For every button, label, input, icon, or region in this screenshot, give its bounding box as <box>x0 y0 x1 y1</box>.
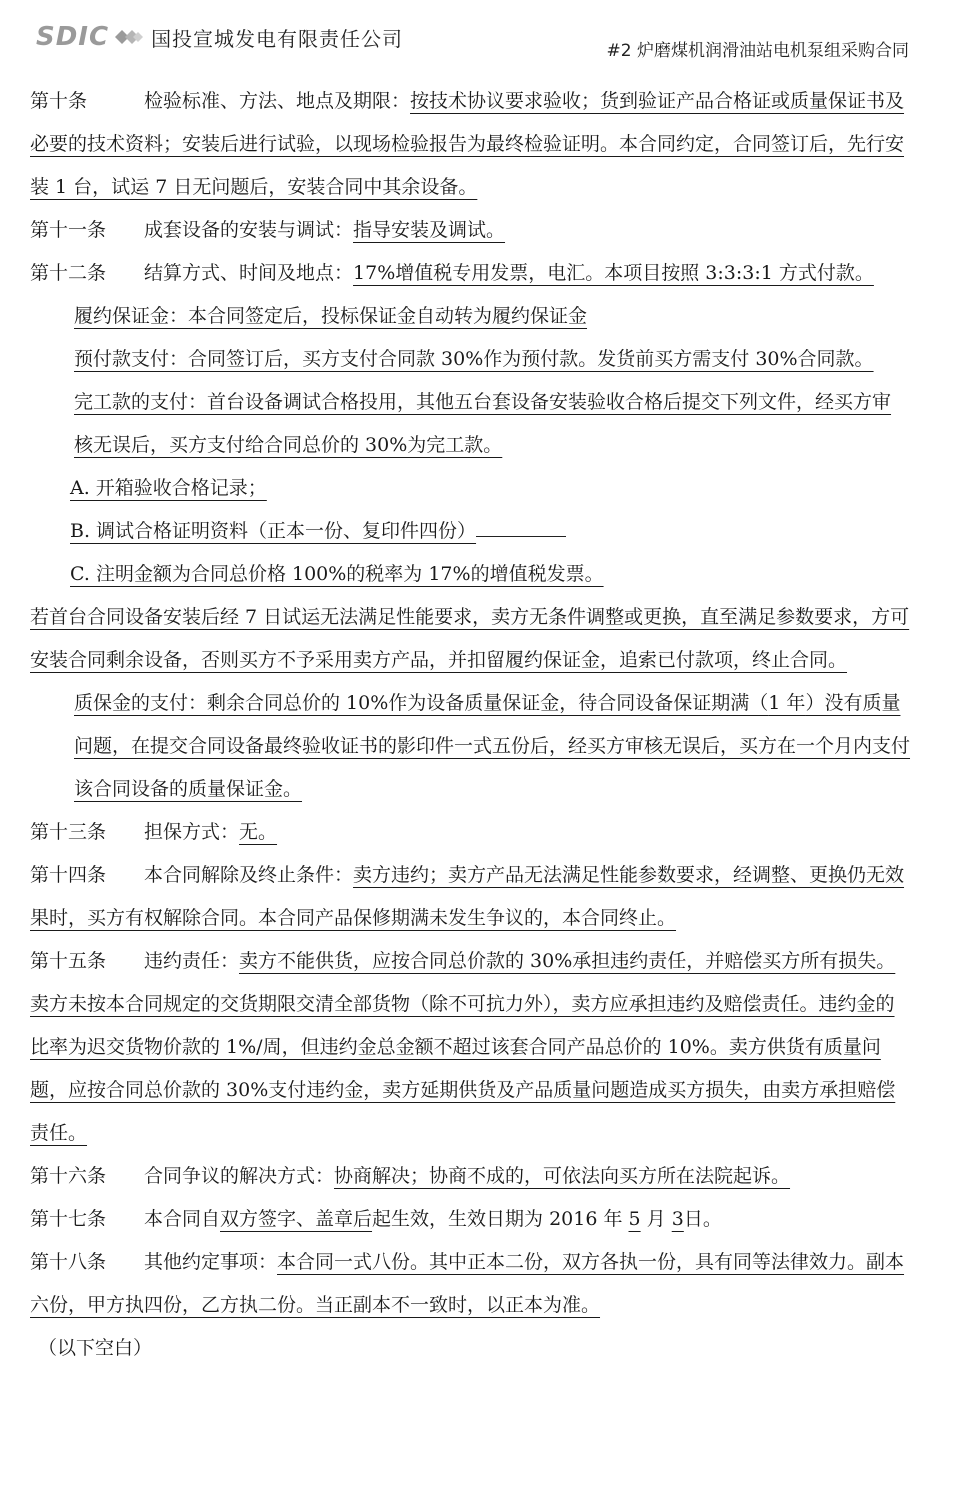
article-body: 指导安装及调试。 <box>353 219 506 241</box>
article-label: 第十条 <box>30 90 88 112</box>
clause-label: 履约保证金： <box>74 305 189 327</box>
article-lead: 合同争议的解决方式： <box>144 1165 335 1187</box>
article-15 <box>30 940 910 1155</box>
article-label: 第十六条 <box>30 1165 107 1187</box>
month-unit: 月 <box>646 1208 666 1230</box>
list-item-c <box>30 553 910 596</box>
article-16 <box>30 1155 910 1198</box>
list-item-text: B. 调试合格证明资料（正本一份、复印件四份） <box>70 520 477 542</box>
blank-below-note: （以下空白） <box>38 1337 153 1359</box>
article-lead: 本合同解除及终止条件： <box>144 864 354 886</box>
clause-body-pre: 剩余合同总价的 10%作为设备质量保证金，待合同设备保证期满（ <box>207 692 769 714</box>
article-13 <box>30 811 910 854</box>
effective-day: 3 <box>671 1208 684 1230</box>
article-17 <box>30 1198 910 1241</box>
contract-body <box>30 80 910 1370</box>
article-10 <box>30 80 910 209</box>
list-item-b <box>30 510 910 553</box>
effective-condition: 双方签字、盖章后 <box>220 1208 373 1230</box>
article-lead: 成套设备的安装与调试： <box>144 219 354 241</box>
article-label: 第十四条 <box>30 864 107 886</box>
clause-body: 本合同签定后，投标保证金自动转为履约保证金 <box>188 305 588 327</box>
page-header <box>36 22 909 61</box>
article-lead: 违约责任： <box>144 950 240 972</box>
article-18 <box>30 1241 910 1327</box>
clause-label: 预付款支付： <box>74 348 189 370</box>
article-lead: 结算方式、时间及地点： <box>144 262 354 284</box>
article-body: 协商解决；协商不成的，可依法向买方所在法院起诉。 <box>334 1165 791 1187</box>
article-body: 卖方不能供货，应按合同总价款的 30%承担违约责任，并赔偿买方所有损失。卖方未按本合同规定的交货期限交清全部货物（除不可抗力外），卖方应承担违约及赔偿责任。违约金的比率为迟交货物价款的 1%/周，但违约金总金额不超过该套合同产品总价的 10%。卖方供货有质量问题，应按合同总价款的 30%支付违约金，卖方延期供货及产品质量问题造成买方损失，由卖方承担赔偿责任。 <box>30 950 896 1144</box>
list-item-text: A. 开箱验收合格记录； <box>70 477 267 499</box>
company-logo <box>36 22 403 52</box>
clause-body: 合同签订后，买方支付合同款 30%作为预付款。发货前买方需支付 30%合同款。 <box>188 348 874 370</box>
blank-line <box>476 535 566 537</box>
advance-payment-clause <box>30 338 910 381</box>
article-body: 按技术协议要求验收；货到验证产品合格证或质量保证书及必要的技术资料；安装后进行试验，以现场检验报告为最终检验证明。本合同约定，合同签订后，先行安装 1 台，试运 7 日无问题后，安装合同中其余设备。 <box>30 90 905 198</box>
clause-body-post: ）没有质量问题，在提交合同设备最终验收证书的影印件一式五份后，经买方审核无误后，买方在一个月内支付该合同设备的质量保证金。 <box>74 692 911 800</box>
article-label: 第十二条 <box>30 262 107 284</box>
document-title: #2 炉磨煤机润滑油站电机泵组采购合同 <box>606 41 909 61</box>
article-label: 第十一条 <box>30 219 107 241</box>
article-label: 第十八条 <box>30 1251 107 1273</box>
article-lead: 担保方式： <box>144 821 240 843</box>
company-name: 国投宣城发电有限责任公司 <box>151 26 404 51</box>
logo-wordmark: SDIC <box>36 22 110 52</box>
clause-body: 首台设备调试合格投用，其他五台套设备安装验收合格后提交下列文件，经买方审核无误后，买方支付给合同总价的 30%为完工款。 <box>74 391 892 456</box>
list-item-text: C. 注明金额为合同总价格 100%的税率为 17%的增值税发票。 <box>70 563 604 585</box>
article-14 <box>30 854 910 940</box>
list-item-a <box>30 467 910 510</box>
day-unit: 日。 <box>683 1208 722 1230</box>
warranty-payment-clause <box>30 682 910 811</box>
article-body: 卖方违约；卖方产品无法满足性能参数要求，经调整、更换仍无效果时，买方有权解除合同。本合同产品保修期满未发生争议的，本合同终止。 <box>30 864 905 929</box>
clause-label: 质保金的支付： <box>74 692 208 714</box>
article-body: 17%增值税专用发票，电汇。本项目按照 3:3:3:1 方式付款。 <box>353 262 874 284</box>
clause-body: 若首台合同设备安装后经 7 日试运无法满足性能要求，卖方无条件调整或更换，直至满足参数要求，方可安装合同剩余设备，否则买方不予采用卖方产品，并扣留履约保证金，追索已付款项，终止合同。 <box>30 606 910 671</box>
trial-run-clause <box>30 596 910 682</box>
clause-label: 完工款的支付： <box>74 391 208 413</box>
performance-bond-clause <box>30 295 910 338</box>
article-body: 无。 <box>239 821 278 843</box>
article-11 <box>30 209 910 252</box>
article-text: 起生效，生效日期为 2016 年 <box>372 1208 623 1230</box>
article-label: 第十五条 <box>30 950 107 972</box>
logo-diamond-icon <box>111 26 145 48</box>
article-label: 第十七条 <box>30 1208 107 1230</box>
article-lead: 检验标准、方法、地点及期限： <box>144 90 411 112</box>
article-text: 本合同自 <box>144 1208 221 1230</box>
article-body: 本合同一式八份。其中正本二份，双方各执一份，具有同等法律效力。副本六份，甲方执四份，乙方执二份。当正副本不一致时，以正本为准。 <box>30 1251 905 1316</box>
effective-month: 5 <box>628 1208 641 1230</box>
warranty-period: 1 年 <box>768 692 806 714</box>
article-lead: 其他约定事项： <box>144 1251 278 1273</box>
completion-payment-clause <box>30 381 910 467</box>
article-label: 第十三条 <box>30 821 107 843</box>
article-12 <box>30 252 910 295</box>
